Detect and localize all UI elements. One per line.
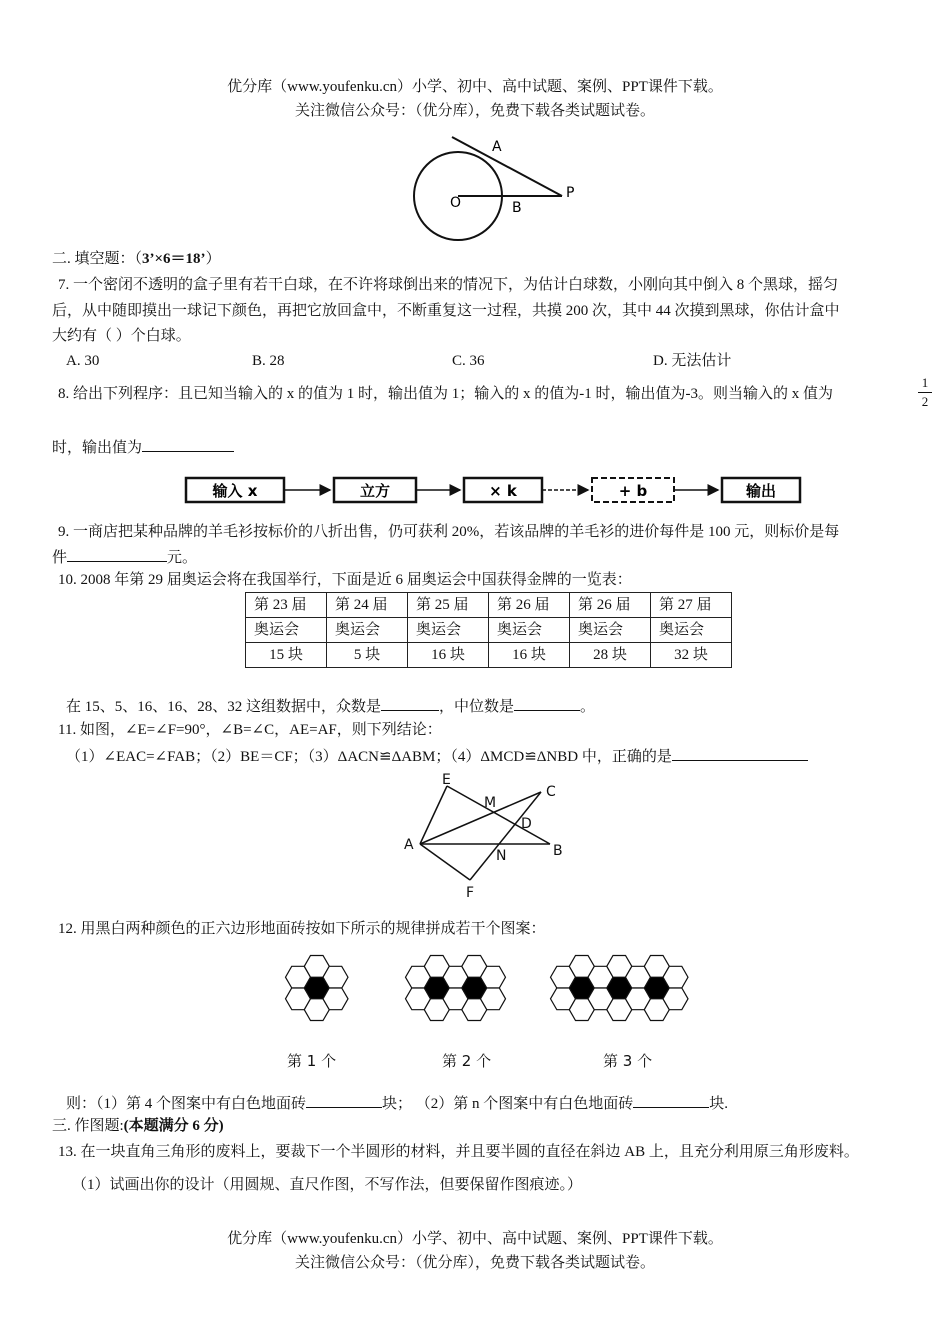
table-row xyxy=(246,593,732,618)
label-p: P xyxy=(566,185,575,201)
label-a: A xyxy=(404,837,414,853)
segment-ae xyxy=(420,786,447,844)
white-tile xyxy=(663,988,688,1010)
table-cell: 16 块 xyxy=(408,643,489,668)
white-tile xyxy=(323,988,348,1010)
q10-line-2: 在 15、5、16、16、28、32 这组数据中，众数是 ，中位数是 。 xyxy=(66,692,946,720)
q8-line-1: 8. 给出下列程序：且已知当输入的 x 的值为 1 时，输出值为 1；输入的 x 的值为-1 时，输出值为-3。则当输入的 x 值为 xyxy=(58,386,833,402)
label-b: B xyxy=(553,843,563,859)
q11-line-2: （1）∠EAC=∠FAB；（2）BE＝CF；（3）ΔACN≌ΔABM；（4）ΔMCD≌ΔNBD 中，正确的是 xyxy=(66,742,946,770)
label-b: B xyxy=(512,200,522,216)
q7-option-c: C. 36 xyxy=(452,353,485,369)
q12-line-1: 12. 用黑白两种颜色的正六边形地面砖按如下所示的规律拼成若干个图案： xyxy=(58,921,546,937)
flow-label-input: 输入 x xyxy=(212,482,258,500)
q8-fraction: 1 2 xyxy=(918,376,932,409)
pattern-caption-1: 第 1 个 xyxy=(287,1052,337,1070)
footer-line-1: 优分库（www.youfenku.cn）小学、初中、高中试题、案例、PPT课件下载。 xyxy=(227,1231,723,1247)
white-tile xyxy=(663,966,688,988)
olympic-medals-table xyxy=(245,592,732,668)
q12-answer-blank-2[interactable] xyxy=(633,1089,709,1108)
q9-line-2: 件 元。 xyxy=(52,543,932,571)
q12-answer-blank-1[interactable] xyxy=(306,1089,382,1108)
table-row xyxy=(246,618,732,643)
section-2-title: 二. 填空题：（3’×6＝18’） xyxy=(52,251,221,267)
header-line-2: 关注微信公众号：（优分库），免费下载各类试题试卷。 xyxy=(294,103,655,119)
segment-af xyxy=(420,844,470,880)
tangent-line-pa xyxy=(452,137,562,196)
table-cell: 15 块 xyxy=(246,643,327,668)
white-tile xyxy=(323,966,348,988)
table-cell: 第 24 届 xyxy=(327,593,408,618)
q12-line-2: 则：（1）第 4 个图案中有白色地面砖 块； （2）第 n 个图案中有白色地面砖 块. xyxy=(66,1089,946,1117)
flow-label-cube: 立方 xyxy=(359,482,391,500)
table-cell: 32 块 xyxy=(651,643,732,668)
q7-line-2: 后，从中随即摸出一球记下颜色，再把它放回盒中，不断重复这一过程，共摸 200 次，其中 44 次摸到黑球，你估计盒中 xyxy=(52,303,840,319)
table-cell: 奥运会 xyxy=(570,618,651,643)
table-cell: 5 块 xyxy=(327,643,408,668)
q11-line-1: 11. 如图，∠E=∠F=90°，∠B=∠C，AE=AF，则下列结论： xyxy=(58,722,442,738)
q13-line-2: （1）试画出你的设计（用圆规、直尺作图，不写作法，但要保留作图痕迹。） xyxy=(72,1177,583,1193)
table-cell: 第 26 届 xyxy=(570,593,651,618)
q11-triangle-figure xyxy=(400,770,570,902)
table-cell: 奥运会 xyxy=(246,618,327,643)
circle-tangent-figure xyxy=(400,130,600,242)
q7-line-1: 7. 一个密闭不透明的盒子里有若干白球，在不许将球倒出来的情况下，为估计白球数，小刚向其中倒入 8 个黑球，摇匀 xyxy=(58,277,839,293)
label-e: E xyxy=(442,772,451,788)
table-cell: 16 块 xyxy=(489,643,570,668)
label-m: M xyxy=(484,795,497,811)
pattern-caption-2: 第 2 个 xyxy=(442,1052,492,1070)
table-cell: 第 25 届 xyxy=(408,593,489,618)
table-cell: 第 27 届 xyxy=(651,593,732,618)
q7-option-d: D. 无法估计 xyxy=(653,353,732,369)
flow-label-output: 输出 xyxy=(745,482,777,500)
label-o: O xyxy=(450,195,462,211)
table-cell: 第 26 届 xyxy=(489,593,570,618)
label-f: F xyxy=(466,885,475,901)
table-row xyxy=(246,643,732,668)
table-cell: 奥运会 xyxy=(408,618,489,643)
white-tile xyxy=(481,966,506,988)
header-line-1: 优分库（www.youfenku.cn）小学、初中、高中试题、案例、PPT课件下载。 xyxy=(227,79,723,95)
label-n: N xyxy=(496,848,507,864)
white-tile xyxy=(481,988,506,1010)
label-a: A xyxy=(492,139,502,155)
hexagon-patterns xyxy=(270,944,710,1034)
q9-answer-blank[interactable] xyxy=(67,543,167,562)
q8-flowchart xyxy=(180,470,810,510)
q8-answer-blank[interactable] xyxy=(142,433,234,452)
table-cell: 第 23 届 xyxy=(246,593,327,618)
q8-line-2: 时，输出值为 xyxy=(52,433,932,461)
q13-line-1: 13. 在一块直角三角形的废料上，要裁下一个半圆形的材料，并且要半圆的直径在斜边 AB 上，且充分利用原三角形废料。 xyxy=(58,1144,859,1160)
label-c: C xyxy=(546,784,556,800)
q11-answer-blank[interactable] xyxy=(672,742,808,761)
table-cell: 奥运会 xyxy=(651,618,732,643)
q10-line-1: 10. 2008 年第 29 届奥运会将在我国举行，下面是近 6 届奥运会中国获得金牌的一览表： xyxy=(58,572,632,588)
footer-line-2: 关注微信公众号：（优分库），免费下载各类试题试卷。 xyxy=(294,1255,655,1271)
table-cell: 奥运会 xyxy=(327,618,408,643)
table-cell: 28 块 xyxy=(570,643,651,668)
section-3-title: 三. 作图题:(本题满分 6 分) xyxy=(52,1118,224,1134)
q7-line-3: 大约有（ ）个白球。 xyxy=(52,328,191,344)
table-cell: 奥运会 xyxy=(489,618,570,643)
label-d: D xyxy=(521,816,532,832)
q10-median-blank[interactable] xyxy=(514,692,580,711)
q7-option-b: B. 28 xyxy=(252,353,285,369)
pattern-caption-3: 第 3 个 xyxy=(603,1052,653,1070)
q9-line-1: 9. 一商店把某种品牌的羊毛衫按标价的八折出售，仍可获利 20%，若该品牌的羊毛衫的进价每件是 100 元，则标价是每 xyxy=(58,524,840,540)
flow-label-times-k: × k xyxy=(489,482,517,500)
q7-option-a: A. 30 xyxy=(66,353,100,369)
q10-mode-blank[interactable] xyxy=(381,692,439,711)
flow-label-plus-b: + b xyxy=(618,482,648,500)
